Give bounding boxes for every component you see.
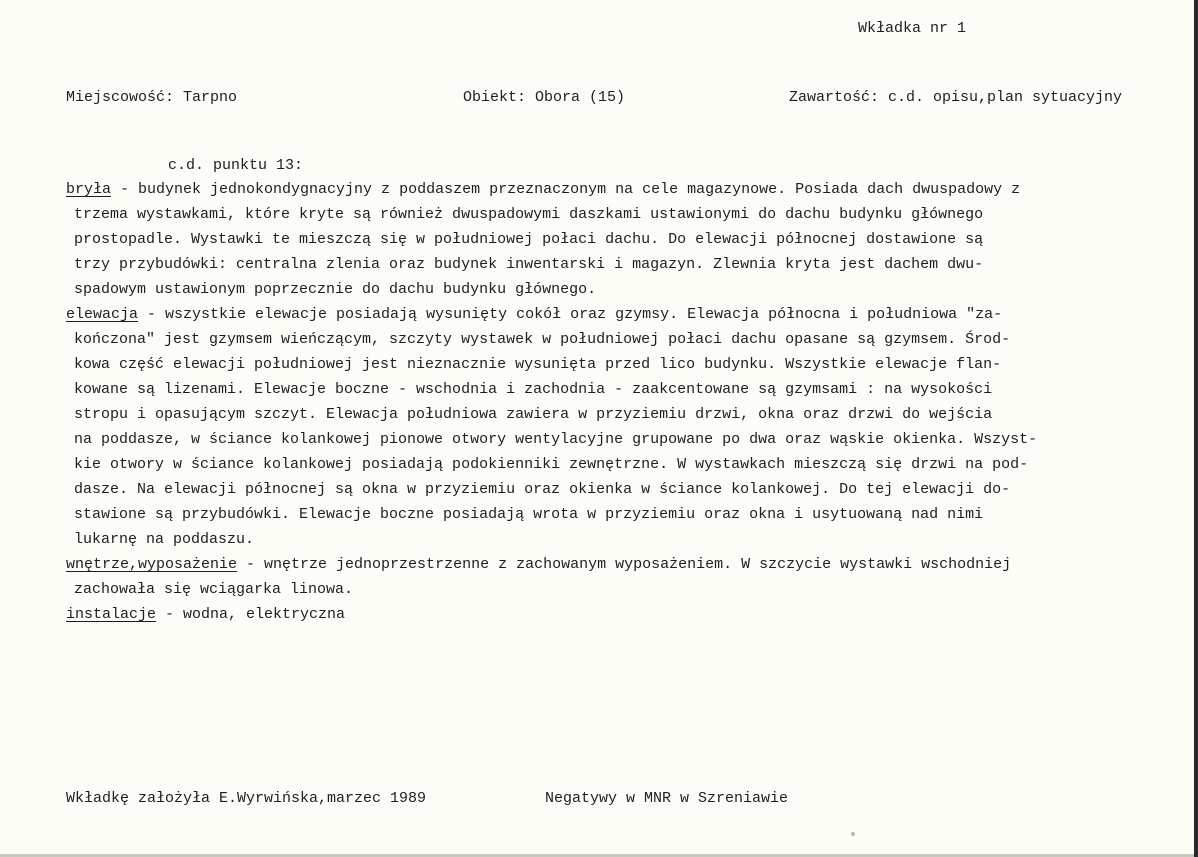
section-elewacja-line-2: kończona" jest gzymsem wieńczącym, szczyty wystawek w południowej połaci dachu opasane są gzymsem. Środ-: [74, 331, 1011, 348]
section-elewacja-line-4: kowane są lizenami. Elewacje boczne - wschodnia i zachodnia - zaakcentowane są gzymsami : na wysokości: [74, 381, 993, 398]
section-bryla-label: bryła: [66, 181, 112, 198]
section-elewacja-line-9: stawione są przybudówki. Elewacje boczne posiadają wrota w przyziemiu oraz okna i usytuowaną nad nimi: [74, 506, 984, 523]
section-instalacje-line-1: instalacje - wodna, elektryczna: [66, 606, 346, 623]
section-elewacja-line-7: kie otwory w ściance kolankowej posiadają podokienniki zewnętrzne. W wystawkach mieszczą się drzwi na pod-: [74, 456, 1029, 473]
footer-negatives: Negatywy w MNR w Szreniawie: [545, 790, 789, 807]
header-contents: Zawartość: c.d. opisu,plan sytuacyjny: [789, 89, 1123, 106]
footer-author: Wkładkę założyła E.Wyrwińska,marzec 1989: [66, 790, 427, 807]
scan-right-edge: [1194, 0, 1198, 857]
section-bryla-line-1: bryła - budynek jednokondygnacyjny z poddaszem przeznaczonym na cele magazynowe. Posiada dach dwuspadowy z: [66, 181, 1021, 198]
section-elewacja-line-8: dasze. Na elewacji północnej są okna w przyziemiu oraz okienka w ściance kolankowej. Do tej elewacji do-: [74, 481, 1011, 498]
section-instalacje-label: instalacje: [66, 606, 157, 623]
section-elewacja-line-5: stropu i opasującym szczyt. Elewacja południowa zawiera w przyziemiu drzwi, okna oraz drzwi do wejścia: [74, 406, 993, 423]
continuation-heading: c.d. punktu 13:: [168, 157, 304, 174]
section-wnetrze-line-1: wnętrze,wyposażenie - wnętrze jednoprzestrzenne z zachowanym wyposażeniem. W szczycie wystawki wschodniej: [66, 556, 1012, 573]
section-elewacja-line-1: elewacja - wszystkie elewacje posiadają wysunięty cokół oraz gzymsy. Elewacja północna i południowa "za-: [66, 306, 1003, 323]
paper-speck: [851, 832, 855, 836]
header-object: Obiekt: Obora (15): [463, 89, 626, 106]
section-wnetrze-label: wnętrze,wyposażenie: [66, 556, 238, 573]
sheet-label: Wkładka nr 1: [858, 20, 967, 37]
section-elewacja-label: elewacja: [66, 306, 139, 323]
section-elewacja-line-3: kowa część elewacji południowej jest nieznacznie wysunięta przed lico budynku. Wszystkie elewacje flan-: [74, 356, 1002, 373]
section-bryla-line-4: trzy przybudówki: centralna zlenia oraz budynek inwentarski i magazyn. Zlewnia kryta jest dachem dwu-: [74, 256, 984, 273]
header-locality: Miejscowość: Tarpno: [66, 89, 238, 106]
section-elewacja-line-10: lukarnę na poddaszu.: [74, 531, 255, 548]
section-bryla-line-3: prostopadle. Wystawki te mieszczą się w południowej połaci dachu. Do elewacji północnej dostawione są: [74, 231, 984, 248]
section-bryla-line-2: trzema wystawkami, które kryte są również dwuspadowymi daszkami ustawionymi do dachu budynku głównego: [74, 206, 984, 223]
section-elewacja-line-6: na poddasze, w ściance kolankowej pionowe otwory wentylacyjne grupowane po dwa oraz wąskie okienka. Wszyst-: [74, 431, 1038, 448]
section-bryla-line-5: spadowym ustawionym poprzecznie do dachu budynku głównego.: [74, 281, 597, 298]
section-wnetrze-line-2: zachowała się wciągarka linowa.: [74, 581, 354, 598]
